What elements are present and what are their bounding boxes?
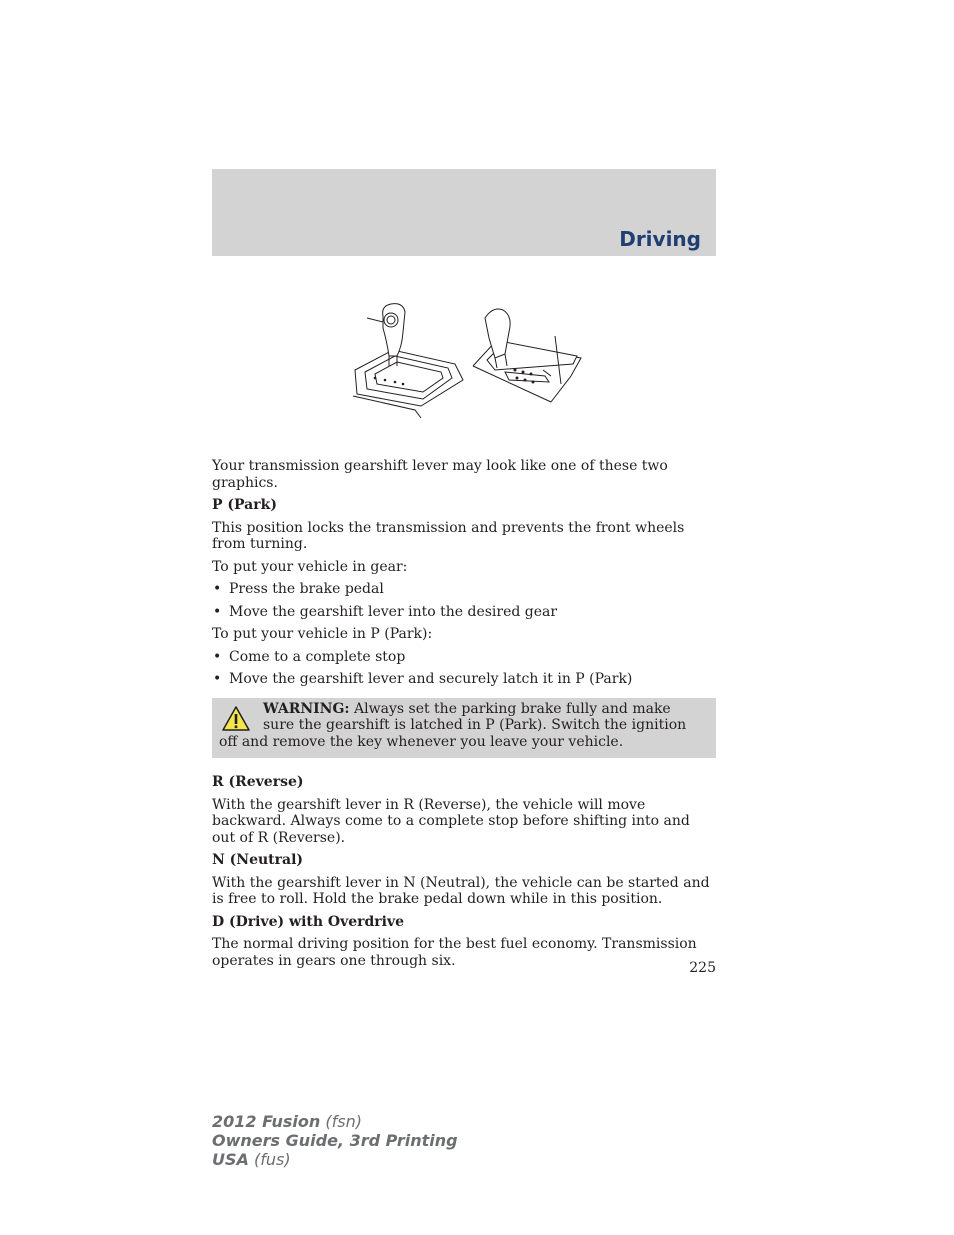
- section-header-band: [212, 169, 716, 256]
- drive-heading: D (Drive) with Overdrive: [212, 913, 405, 930]
- to-park-intro: To put your vehicle in P (Park):: [212, 626, 433, 642]
- in-gear-steps: [212, 581, 716, 620]
- warning-triangle-icon: [221, 705, 251, 733]
- park-heading: P (Park): [212, 497, 277, 513]
- reverse-heading: R (Reverse): [212, 774, 304, 790]
- footer-market: USA: [212, 1150, 249, 1169]
- neutral-description: With the gearshift lever in N (Neutral), the vehicle can be started and is free to roll. Hold the brake pedal down while in this position.: [212, 874, 710, 907]
- list-item: • Come to a complete stop: [213, 648, 406, 665]
- footer-model: 2012 Fusion: [212, 1112, 321, 1131]
- in-gear-intro: To put your vehicle in gear:: [212, 558, 408, 575]
- to-park-steps: [212, 649, 716, 688]
- list-item: • Press the brake pedal: [213, 581, 384, 597]
- main-content: [212, 458, 716, 975]
- section-title: Driving: [619, 227, 701, 251]
- warning-text: Always set the parking brake fully and make sure the gearshift is latched in P (Park). Switch the ignition off and remove the key whenever you leave your vehicle.: [219, 700, 687, 750]
- warning-box: [212, 698, 716, 759]
- page-number: 225: [689, 960, 716, 976]
- reverse-description: With the gearshift lever in R (Reverse), the vehicle will move backward. Always come to a complete stop before shifting into and out of R (Reverse).: [212, 796, 690, 846]
- list-item: • Move the gearshift lever and securely latch it in P (Park): [213, 671, 633, 687]
- footer-guide: Owners Guide, 3rd Printing: [212, 1131, 458, 1150]
- list-item: • Move the gearshift lever into the desired gear: [213, 603, 558, 620]
- intro-paragraph: Your transmission gearshift lever may look like one of these two graphics.: [212, 458, 668, 491]
- warning-label: WARNING:: [263, 700, 350, 717]
- footer-model-code: (fsn): [325, 1112, 362, 1131]
- footer-market-code: (fus): [254, 1150, 291, 1169]
- drive-description: The normal driving position for the best fuel economy. Transmission operates in gears one through six.: [212, 936, 697, 969]
- gearshift-lever-illustration: [345, 298, 590, 423]
- park-description: This position locks the transmission and prevents the front wheels from turning.: [212, 519, 685, 552]
- neutral-heading: N (Neutral): [212, 852, 304, 868]
- document-footer: [212, 1112, 458, 1169]
